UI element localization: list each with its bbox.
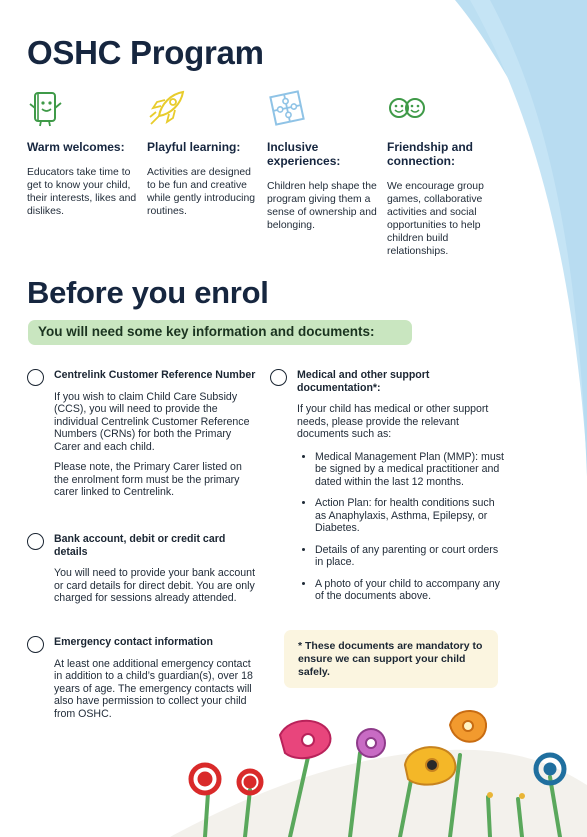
- orange-flower: [450, 711, 486, 742]
- flower-painting-illustration: [150, 695, 587, 837]
- list-item: • Details of any parenting or court orders in place.: [315, 544, 506, 569]
- feature-text: Educators take time to get to know your child, their interests, likes and dislikes.: [27, 167, 137, 217]
- banner-text: You will need some key information and documents:: [38, 324, 375, 339]
- pink-flower: [280, 721, 330, 758]
- feature-title: Inclusive experiences:: [267, 140, 341, 168]
- page-title: OSHC Program: [27, 34, 264, 71]
- purple-flower: [357, 729, 385, 757]
- list-item: • A photo of your child to accompany any of the documents above.: [315, 578, 506, 603]
- info-banner: [28, 320, 412, 345]
- item-title: Centrelink Customer Reference Number: [54, 369, 256, 381]
- feature-title: Warm welcomes:: [27, 140, 125, 154]
- feature-text: Children help shape the program giving them a sense of ownership and belonging.: [267, 181, 377, 231]
- feature-title: Playful learning:: [147, 140, 241, 154]
- feature-warm-welcomes: [27, 88, 139, 218]
- rocket-icon: [147, 88, 187, 128]
- item-text: You will need to provide your bank account or card details for direct debit. You are only charged for sessions already attended.: [54, 567, 256, 604]
- checklist-item-medical: [270, 369, 506, 612]
- checklist-item-bank: [27, 533, 259, 605]
- item-text: If you wish to claim Child Care Subsidy (CCS), you will need to provide the individual Centrelink Customer Reference Numbers (CRNs) for both the Primary Carer and each child.: [54, 390, 250, 453]
- smiley-faces-icon: [387, 88, 427, 128]
- item-text: Please note, the Primary Carer listed on the enrolment form must be the primary carer linked to Centrelink.: [54, 461, 242, 498]
- item-text: At least one additional emergency contact in addition to a child’s guardian(s), over 18 years of age. The emergency contacts will also have permission to collect your child from OSHC.: [54, 657, 253, 720]
- checkbox-circle[interactable]: [27, 636, 44, 653]
- feature-text: Activities are designed to be fun and creative while gently introducing routines.: [147, 167, 256, 217]
- yellow-flower: [405, 747, 455, 785]
- item-title: Medical and other support documentation*:: [297, 369, 430, 394]
- feature-text: We encourage group games, collaborative activities and social opportunities to help children build relationships.: [387, 181, 484, 257]
- checkbox-circle[interactable]: [27, 533, 44, 550]
- section-title: Before you enrol: [27, 275, 269, 310]
- note-text: * These documents are mandatory to ensure we can support your child safely.: [298, 640, 483, 678]
- mandatory-note: [284, 630, 498, 688]
- feature-inclusive-experiences: [267, 88, 379, 232]
- document-list: [297, 451, 506, 603]
- list-item: • Medical Management Plan (MMP): must be signed by a medical practitioner and dated within the last 12 months.: [315, 451, 506, 489]
- checkbox-circle[interactable]: [27, 369, 44, 386]
- feature-title: Friendship and connection:: [387, 140, 474, 168]
- item-title: Bank account, debit or credit card details: [54, 533, 226, 558]
- smiling-book-icon: [27, 88, 67, 128]
- feature-playful-learning: [147, 88, 259, 218]
- checkbox-circle[interactable]: [270, 369, 287, 386]
- feature-friendship-connection: [387, 88, 499, 258]
- checklist-item-crn: [27, 369, 259, 499]
- item-title: Emergency contact information: [54, 636, 213, 648]
- list-item: • Action Plan: for health conditions such as Anaphylaxis, Asthma, Epilepsy, or Diabetes.: [315, 497, 506, 535]
- puzzle-icon: [267, 88, 307, 128]
- item-text: If your child has medical or other support needs, please provide the relevant documents such as:: [297, 403, 489, 440]
